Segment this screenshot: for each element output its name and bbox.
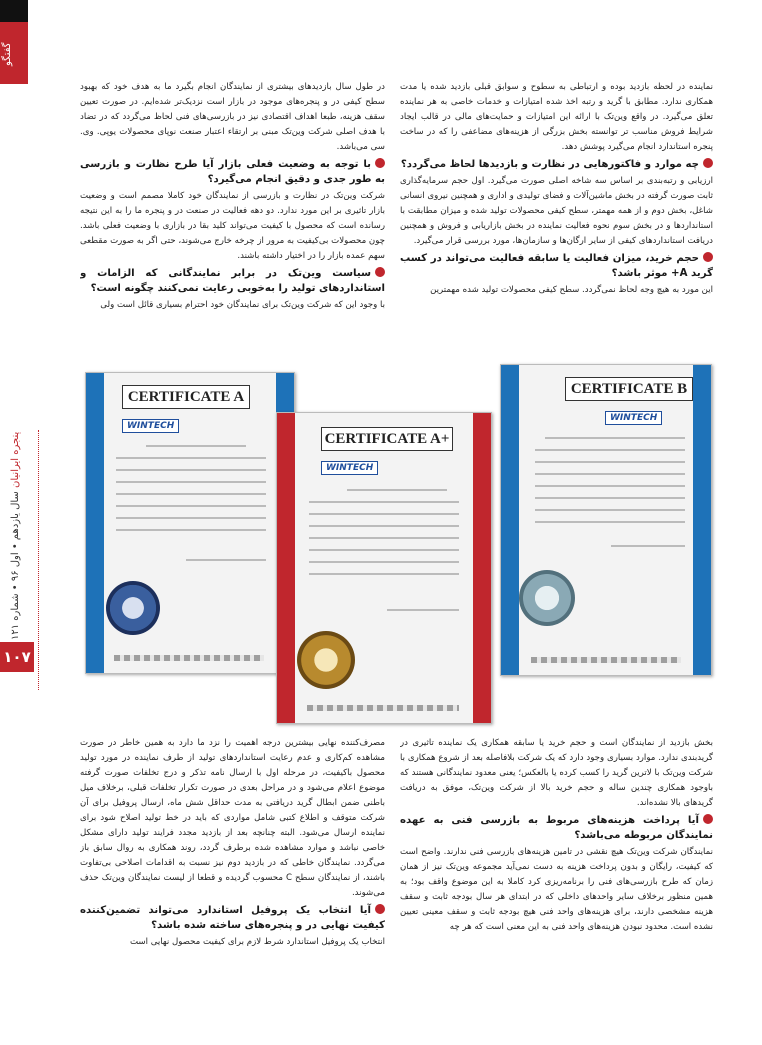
magazine-info xyxy=(10,410,30,640)
certificates-photo xyxy=(80,362,714,722)
text-line xyxy=(347,489,447,491)
text-line xyxy=(309,573,459,575)
question-heading: سیاست وین‌تک در برابر نمایندگانی که الزامات و استانداردهای تولید را به‌خوبی رعایت نمی‌کنند چگونه است؟ xyxy=(80,268,385,294)
paragraph: بخش بازدید از نمایندگان است و حجم خرید یا سابقه همکاری یک نماینده تاثیری در گریدبندی ندارد. موارد بسیاری وجود دارد که یک شرکت بلافاصله بعد از شروع همکاری با شرکت وین‌تک با لاترین گرید را کسب کرده یا بالعکس؛ یعنی معدود نمایندگانی هستند که باوجود همکاری چندین ساله و حجم خرید بالا از شرکت وین‌تک، موفق به دریافت گریدهای بالا نشده‌اند. xyxy=(400,738,713,808)
certificate-a xyxy=(85,372,295,674)
section-tab xyxy=(0,0,28,84)
tab-black-cap xyxy=(0,0,28,22)
text-line xyxy=(309,537,459,539)
question-heading: با توجه به وضعیت فعلی بازار آیا طرح نظارت و بازرسی به طور جدی و دقیق انجام می‌گیرد؟ xyxy=(80,159,385,185)
text-line xyxy=(116,469,266,471)
text-line xyxy=(116,481,266,483)
text-line xyxy=(535,449,685,451)
text-line xyxy=(116,529,266,531)
text-line xyxy=(535,473,685,475)
certificate-title: CERTIFICATE A+ xyxy=(321,427,453,451)
question-bullet-icon xyxy=(703,814,713,824)
text-line xyxy=(116,493,266,495)
certificate-title: CERTIFICATE A xyxy=(122,385,250,409)
margin-divider xyxy=(38,430,39,690)
text-line xyxy=(309,525,459,527)
question-bullet-icon xyxy=(375,267,385,277)
paragraph: ارزیابی و رتبه‌بندی بر اساس سه شاخه اصلی صورت می‌گیرد. اول حجم سرمایه‌گذاری ثابت صورت گرفته در بخش ماشین‌آلات و فضای تولیدی و اداری و همچنین نیروی انسانی شاغل، بخش دوم و از همه مهمتر، سطح کیفی محصولات تولید شده و میزان مطابقت با استانداردها و در بخش سوم نحوه فعالیت نماینده در بخش بازاریابی و فروش و همچنین دریافت استانداردهای کیفی از سایر ارگان‌ها و سازمان‌ها، مورد بررسی قرار می‌گیرد. xyxy=(400,176,713,246)
blue-band-right xyxy=(693,365,711,675)
question-heading: حجم خرید، میزان فعالیت یا سابقه فعالیت می‌تواند در کسب گرید A+ موثر باشد؟ xyxy=(400,253,713,279)
issue-info: سال یازدهم • اول ۹۶ • شماره ۱۲۱ xyxy=(10,491,21,640)
text-line xyxy=(535,509,685,511)
sponsor-logos-strip xyxy=(531,657,681,663)
gold-seal xyxy=(297,631,355,689)
text-line xyxy=(116,457,266,459)
question-bullet-icon xyxy=(375,904,385,914)
question-bullet-icon xyxy=(703,158,713,168)
red-band-right xyxy=(473,413,491,723)
bottom-right-column xyxy=(400,736,713,961)
question-bullet-icon xyxy=(375,158,385,168)
silver-seal xyxy=(519,570,575,626)
paragraph: مصرف‌کننده نهایی بیشترین درجه اهمیت را نزد ما دارد به همین خاطر در صورت مشاهده کم‌کاری و عدم رعایت استانداردهای تولید از طرف نماینده در مورد تولید محصول باکیفیت، در مرحله اول با ارسال نامه تذکر و درج تخلفات صورت گرفته موضوع اعلام می‌شود و در مراحل بعدی در صورت تکرار تخلفات قبلی، برخلاف میل باطنی ضمن ابطال گرید دریافتی به مدت حداقل شش ماه، ارسال پروفیل برای آن شرکت متوقف و اطلاع کتبی شامل مواردی که باید در خط تولید اصلاح شود برای نماینده ارسال می‌شود. البته چنانچه بعد از بازدید مجدد فرایند تولید دارای مشکل خاصی نباشد و موارد مشاهده شده برطرف گردد، روند همکاری به روال سابق باز می‌گردد. نمایندگان خاطی که در بازدید دوم نیز نسبت به اقدامات اصلاحی بی‌تفاوت باشند، از نمایندگان سطح C محسوب گردیده و قطعا از لیست نمایندگان وین‌تک حذف می‌شوند. xyxy=(80,738,385,898)
text-line xyxy=(535,497,685,499)
text-line xyxy=(309,561,459,563)
question-heading: آیا پرداخت هزینه‌های مربوط به بازرسی فنی به عهده نمایندگان مربوطه می‌باشد؟ xyxy=(400,815,713,841)
paragraph: نماینده در لحظه بازدید بوده و ارتباطی به سطوح و سوابق قبلی بازدید شده یا مدت همکاری ندارد. مطابق با گرید و رتبه اخذ شده امتیازات و خدمات خاصی به هر نماینده تعلق می‌گیرد. در واقع وین‌تک با ارائه این امتیازات و حمایت‌های مالی در قالب ایجاد شرایط فروش مناسب تر توانسته بخش بزرگی از هزینه‌های مضاعفی را که در ساخت پنجره استاندارد انجام می‌گیرد پوشش دهد. xyxy=(400,82,713,152)
wintech-logo: WINTECH xyxy=(605,411,662,425)
certificate-b xyxy=(500,364,712,676)
paragraph: با وجود این که شرکت وین‌تک برای نمایندگان خود احترام بسیاری قائل است ولی xyxy=(100,300,385,310)
certificate-a-plus xyxy=(276,412,492,724)
paragraph: نمایندگان شرکت وین‌تک هیچ نقشی در تامین هزینه‌های بازرسی فنی ندارند. واضح است که کیفیت، رایگان و بدون پرداخت هزینه به دست نمی‌آید مجموعه وین‌تک نیز از همان زمان که طرح بازرسی‌های فنی را برنامه‌ریزی کرد کاملا به این موضوع واقف بود؛ به همین منظور برخلاف سایر واحدهای داخلی که در ابتدای هر سال بودجه ثابت و سقف هزینه مشخصی دارند، برای هزینه‌های واحد فنی هیچ بودجه ثابت و سقف معینی تعیین نشده است. محدود نبودن هزینه‌های واحد فنی به این معنی است که هر چه xyxy=(400,847,713,932)
text-line xyxy=(116,505,266,507)
sponsor-logos-strip xyxy=(114,655,264,661)
paragraph: انتخاب یک پروفیل استاندارد شرط لازم برای کیفیت محصول نهایی است xyxy=(129,937,385,947)
text-line xyxy=(611,545,685,547)
text-line xyxy=(309,513,459,515)
text-line xyxy=(535,521,685,523)
blue-band-left xyxy=(501,365,519,675)
paragraph: این مورد به هیچ وجه لحاظ نمی‌گردد. سطح کیفی محصولات تولید شده مهمترین xyxy=(430,285,713,295)
text-line xyxy=(309,501,459,503)
magazine-name: پنجره‌ ایرانیان xyxy=(10,431,21,488)
question-heading: آیا انتخاب یک پروفیل استاندارد می‌تواند تضمین‌کننده کیفیت نهایی در و پنجره‌های ساخته شده باشد؟ xyxy=(80,905,385,931)
sponsor-logos-strip xyxy=(307,705,459,711)
question-heading: چه موارد و فاکتورهایی در نظارت و بازدیدها لحاظ می‌گردد؟ xyxy=(400,157,713,172)
paragraph: در طول سال بازدیدهای بیشتری از نمایندگان انجام بگیرد ما به هدف خود که بهبود سطح کیفی در و پنجره‌های موجود در بازار است نزدیک‌تر شده‌ایم. در صورت تعیین سقف هزینه، طبعا اهداف اقتصادی نیز در بازرسی‌های فنی لحاظ می‌گردد که در تضاد با هدف اصلی شرکت وین‌تک مبنی بر ارتقاء اعتبار صنعت نوپای محصولات یوپی. وی. سی می‌باشد. xyxy=(80,82,385,152)
text-line xyxy=(116,517,266,519)
page-number: ۱۰۷ xyxy=(0,642,34,672)
text-line xyxy=(387,609,459,611)
top-left-column xyxy=(80,80,385,348)
section-tab-label: گفتگو xyxy=(2,42,13,66)
text-line xyxy=(535,485,685,487)
text-line xyxy=(535,461,685,463)
red-band-left xyxy=(277,413,295,723)
text-line xyxy=(146,445,246,447)
text-line xyxy=(309,549,459,551)
text-line xyxy=(186,559,266,561)
certificate-title: CERTIFICATE B xyxy=(565,377,693,401)
blue-seal xyxy=(106,581,160,635)
paragraph: شرکت وین‌تک در نظارت و بازرسی از نمایندگان خود کاملا مصمم است و وضعیت بازار تاثیری بر این مورد ندارد. دو دهه فعالیت در صنعت در و پنجره ما را به این نتیجه رسانده است که محصول با کیفیت می‌تواند کلید بقا در بازاری با وضعیت فعلی باشد. چون محصولات بی‌کیفیت به مرور از چرخه خارج می‌شوند، حتی اگر به صورت مقطعی سهم عمده بازار را در اختیار داشته باشند. xyxy=(80,191,385,261)
wintech-logo: WINTECH xyxy=(321,461,378,475)
wintech-logo: WINTECH xyxy=(122,419,179,433)
text-line xyxy=(545,437,685,439)
bottom-left-column xyxy=(80,736,385,961)
question-bullet-icon xyxy=(703,252,713,262)
blue-band-left xyxy=(86,373,104,673)
top-right-column xyxy=(400,80,713,348)
